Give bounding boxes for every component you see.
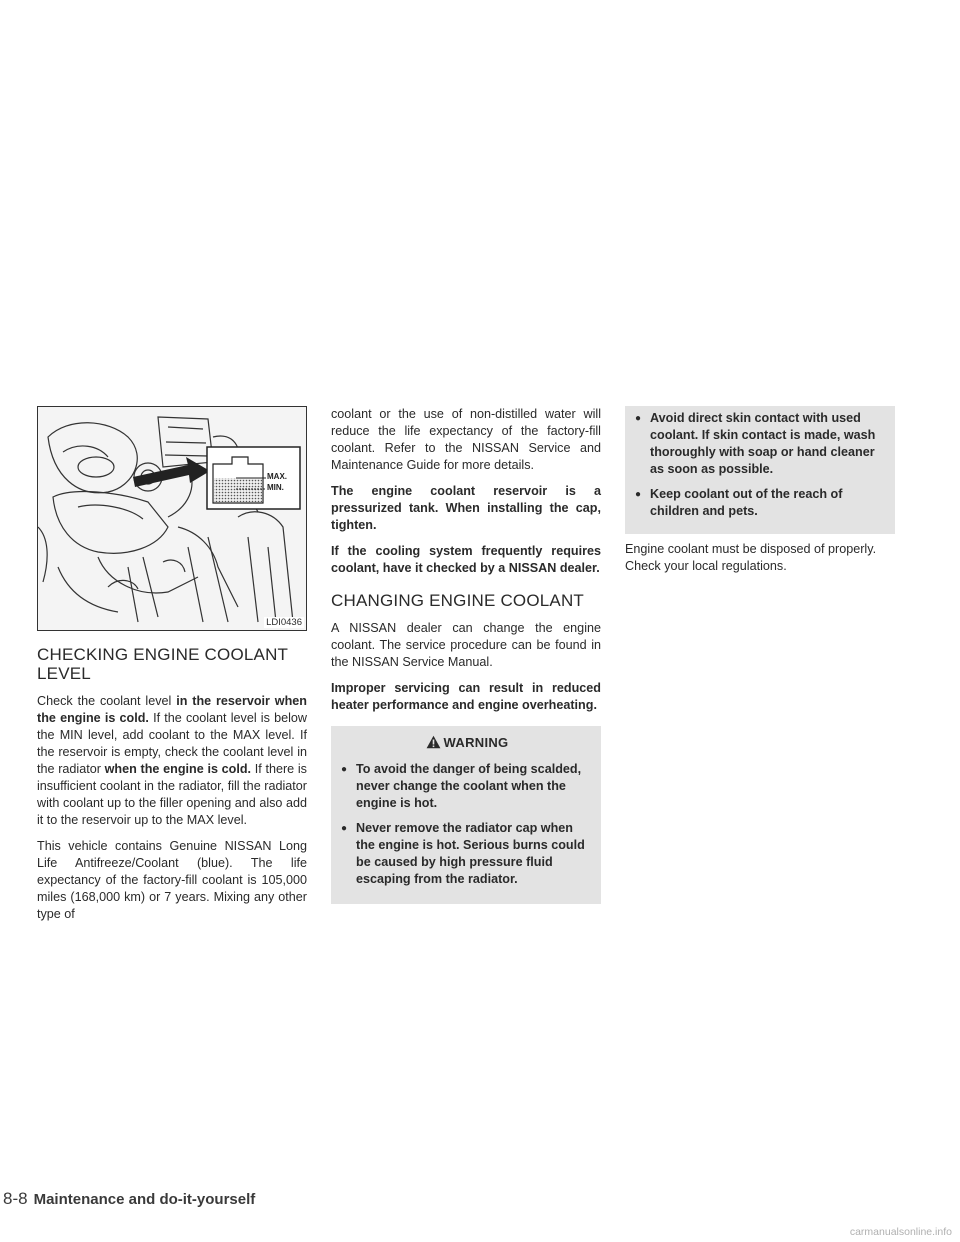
column-right — [625, 406, 895, 584]
min-label: MIN. — [267, 483, 284, 492]
paragraph-check-level — [37, 693, 307, 829]
warning-list — [339, 761, 595, 888]
paragraph-coolant-cont: coolant or the use of non-distilled water will reduce the life expectancy of the factory-fill coolant. Refer to the NISSAN Service and Maintenance Guide for more details. — [331, 407, 601, 472]
paragraph-coolant-type: This vehicle contains Genuine NISSAN Long Life Antifreeze/Coolant (blue). The life expectancy of the factory-fill coolant is 105,000 miles (168,000 km) or 7 years. Mixing any other type of — [37, 839, 307, 921]
text-span: If the coolant level is below the MIN level, add coolant to the MAX level. If the reservoir is empty, check the coolant level in the radiator — [37, 711, 307, 776]
watermark-text: carmanualsonline.info — [849, 1226, 952, 1238]
bold-span: when the engine is cold. — [104, 762, 252, 776]
bold-text: Improper servicing can result in reduced heater performance and engine overheating. — [331, 681, 601, 712]
text-span: Check the coolant level — [37, 694, 177, 708]
section-title-changing: CHANGING ENGINE COOLANT — [331, 591, 585, 610]
warning-item: ● To avoid the danger of being scalded, never change the coolant when the engine is hot. — [339, 761, 595, 812]
warning-label: WARNING — [443, 735, 509, 750]
figure-code: LDI0436 — [266, 617, 302, 628]
warning-triangle-icon — [426, 735, 441, 749]
chapter-title: Maintenance and do-it-yourself — [33, 1191, 256, 1208]
max-label: MAX. — [267, 472, 287, 481]
column-middle — [331, 406, 601, 904]
paragraph-pressurized — [331, 483, 601, 534]
warning-list-continued — [633, 410, 889, 520]
warning-item: ● Never remove the radiator cap when the engine is hot. Serious burns could be caused by high pressure fluid escaping from the radiator. — [339, 820, 595, 888]
section-title-checking: CHECKING ENGINE COOLANT LEVEL — [37, 645, 288, 683]
coolant-reservoir-figure — [37, 406, 307, 631]
paragraph-dealer-change: A NISSAN dealer can change the engine coolant. The service procedure can be found in the NISSAN Service Manual. — [331, 621, 601, 669]
paragraph-improper — [331, 680, 601, 714]
engine-illustration — [38, 407, 306, 630]
warning-item: ● Avoid direct skin contact with used coolant. If skin contact is made, wash thoroughly with soap or hand cleaner as soon as possible. — [633, 410, 889, 478]
page-footer — [3, 1189, 255, 1209]
text-span: If there is insufficient coolant in the radiator, fill the radiator with coolant up to the filler opening and also add it to the reservoir up to the MAX level. — [37, 762, 307, 827]
paragraph-frequent — [331, 543, 601, 577]
paragraph-disposal: Engine coolant must be disposed of properly. Check your local regulations. — [625, 542, 877, 573]
page-number: 8-8 — [3, 1189, 28, 1208]
warning-item: ● Keep coolant out of the reach of children and pets. — [633, 486, 889, 520]
bold-span: in the reservoir when the engine is cold. — [37, 694, 307, 725]
bold-text: If the cooling system frequently requires coolant, have it checked by a NISSAN dealer. — [331, 544, 601, 575]
bold-text: The engine coolant reservoir is a pressurized tank. When installing the cap, tighten. — [331, 484, 601, 532]
warning-heading — [339, 734, 595, 751]
warning-box-continued — [625, 406, 895, 534]
warning-box — [331, 726, 601, 904]
column-left — [37, 406, 307, 932]
